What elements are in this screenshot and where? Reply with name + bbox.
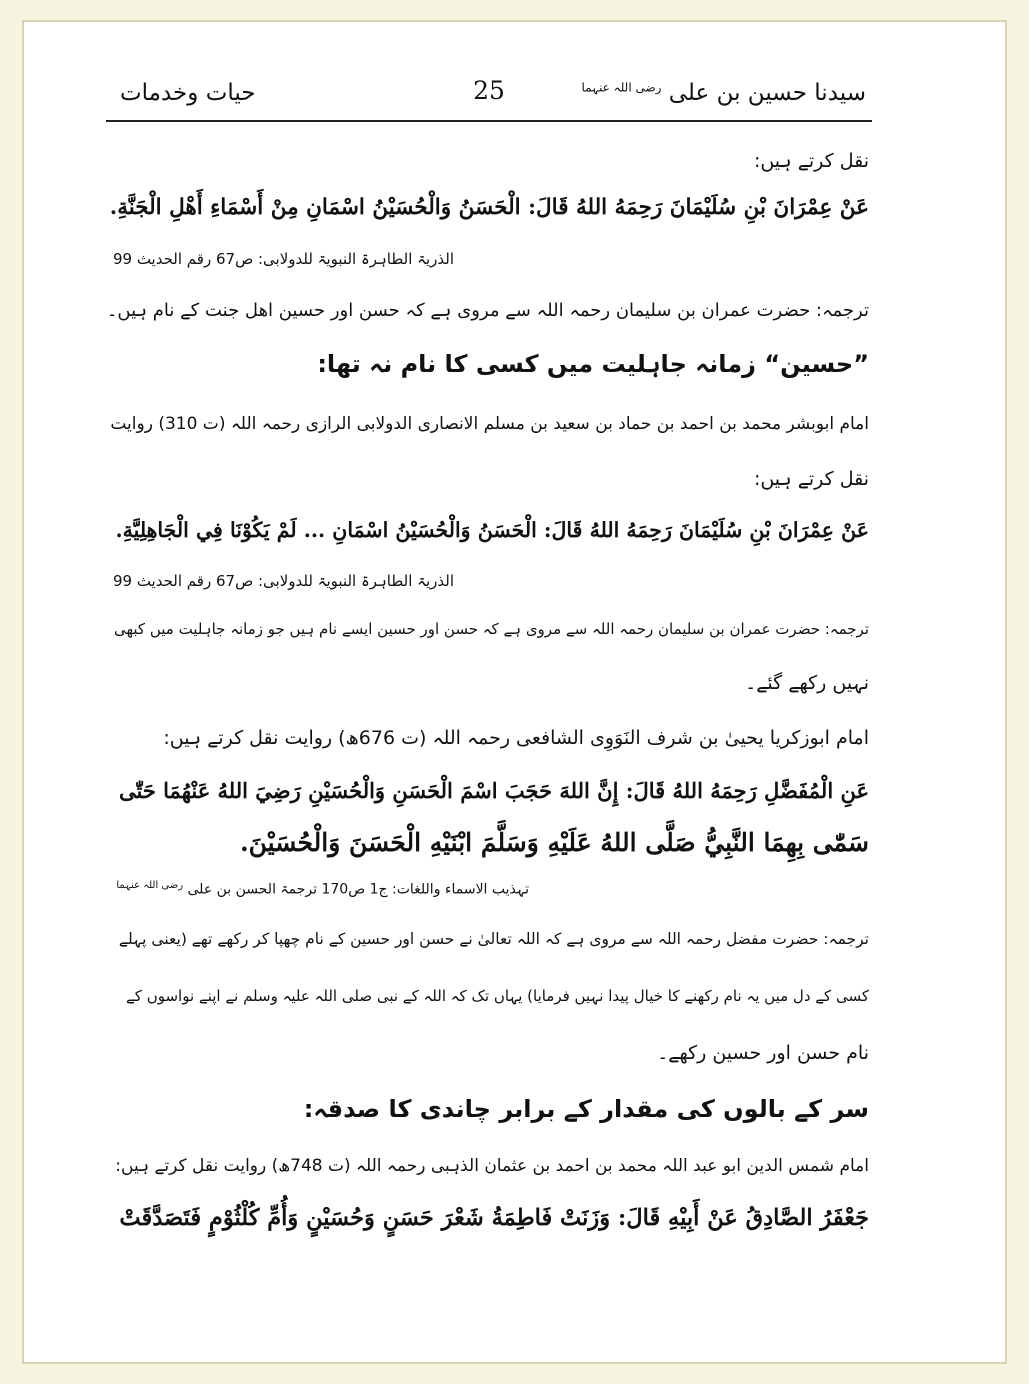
book-title-text: سیدنا حسین بن علی <box>668 80 866 106</box>
arabic-line-2: عَنْ عِمْرَانَ بْنِ سُلَيْمَانَ رَحِمَهُ اللهُ قَالَ: الْحَسَنُ وَالْحُسَيْنُ اسْمَانِ ... لَمْ يَكُوْنَا فِي الْجَاهِلِيَّةِ. <box>115 518 869 542</box>
reference-1: الذریۃ الطاہرۃ النبویۃ للدولابی: ص67 رقم الحدیث 99 <box>112 250 454 268</box>
text-line-2: امام ابوبشر محمد بن احمد بن حماد بن سعید بن مسلم الانصاری الدولابی الرازی رحمہ اللہ (ت 310) روایت <box>110 414 869 434</box>
reference-2: الذریۃ الطاہرۃ النبویۃ للدولابی: ص67 رقم الحدیث 99 <box>112 572 454 590</box>
text-line-1: نقل کرتے ہیں: <box>753 150 869 172</box>
page-number: 25 <box>473 76 505 105</box>
text-line-5: امام شمس الدین ابو عبد اللہ محمد بن احمد بن عثمان الذہبی رحمہ اللہ (ت 748ھ) روایت نقل کرتے ہیں: <box>115 1156 869 1176</box>
arabic-line-4: سَمّٰى بِهِمَا النَّبِيُّ صَلَّى اللهُ عَلَيْهِ وَسَلَّمَ ابْنَيْهِ الْحَسَنَ وَالْحُسَيْنَ. <box>239 828 869 857</box>
translation-2-cont: نہیں رکھے گئے۔ <box>745 672 869 694</box>
translation-3-cont: کسی کے دل میں یہ نام رکھنے کا خیال پیدا نہیں فرمایا) یہاں تک کہ اللہ کے نبی صلی اللہ علیہ وسلم نے اپنے نواسوں کے <box>126 987 869 1005</box>
reference-3-text: تہذیب الاسماء واللغات: ج1 ص170 ترجمۃ الحسن بن علی <box>187 881 529 898</box>
translation-3-end: نام حسن اور حسین رکھے۔ <box>657 1042 869 1064</box>
section-heading-1: ”حسین“ زمانہ جاہلیت میں کسی کا نام نہ تھا: <box>317 350 869 378</box>
translation-1: ترجمہ: حضرت عمران بن سلیمان رحمہ اللہ سے مروی ہے کہ حسن اور حسین اھل جنت کے نام ہیں۔ <box>106 300 869 321</box>
arabic-line-3: عَنِ الْمُفَضَّلِ رَحِمَهُ اللهُ قَالَ: إِنَّ اللهَ حَجَبَ اسْمَ الْحَسَنِ وَالْحُسَيْنِ رَضِيَ اللهُ عَنْهُمَا حَتّٰى <box>119 778 869 803</box>
text-line-3: نقل کرتے ہیں: <box>753 468 869 490</box>
translation-3: ترجمہ: حضرت مفضل رحمہ اللہ سے مروی ہے کہ اللہ تعالیٰ نے حسن اور حسین کے نام چھپا کر رکھے تھے (یعنی پہلے <box>118 930 869 948</box>
translation-2: ترجمہ: حضرت عمران بن سلیمان رحمہ اللہ سے مروی ہے کہ حسن اور حسین ایسے نام ہیں جو زمانہ جاہلیت میں کبھی <box>113 620 869 638</box>
text-line-4: امام ابوزکریا یحییٰ بن شرف النَوَوِی الشافعی رحمہ اللہ (ت 676ھ) روایت نقل کرتے ہیں: <box>163 727 869 749</box>
arabic-line-1: عَنْ عِمْرَانَ بْنِ سُلَيْمَانَ رَحِمَهُ اللهُ قَالَ: الْحَسَنُ وَالْحُسَيْنُ اسْمَانِ مِنْ أَسْمَاءِ أَهْلِ الْجَنَّةِ. <box>109 195 869 220</box>
reference-3-honorific: رضی اللہ عنہما <box>116 880 184 891</box>
section-title: حیات وخدمات <box>120 80 256 106</box>
honorific-mark: رضی اللہ عنہما <box>581 80 662 95</box>
reference-3 <box>116 880 529 898</box>
arabic-line-5: جَعْفَرُ الصَّادِقُ عَنْ أَبِيْهِ قَالَ: وَزَنَتْ فَاطِمَةُ شَعْرَ حَسَنٍ وَحُسَيْنٍ وَأُمِّ كُلْثُوْمٍ فَتَصَدَّقَتْ <box>119 1205 869 1231</box>
running-header <box>106 70 872 122</box>
section-heading-2: سر کے بالوں کی مقدار کے برابر چاندی کا صدقہ: <box>303 1095 869 1123</box>
